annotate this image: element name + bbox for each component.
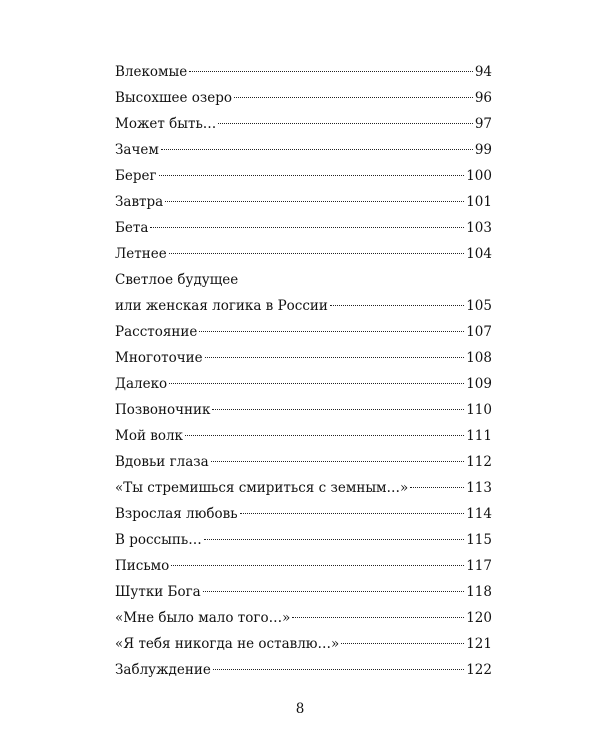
toc-entry-page: 121	[466, 636, 492, 652]
toc-entry-page: 100	[466, 168, 492, 184]
toc-entry	[115, 345, 492, 371]
toc-entry-page: 120	[466, 610, 492, 626]
dot-leader	[150, 227, 464, 228]
toc-entry-title: «Я тебя никогда не оставлю…»	[115, 636, 340, 652]
toc-entry-title: Мой волк	[115, 428, 183, 444]
toc-entry	[115, 215, 492, 241]
toc-entry	[115, 605, 492, 631]
toc-entry	[115, 553, 492, 579]
toc-entry	[115, 85, 492, 111]
dot-leader	[213, 669, 464, 670]
dot-leader	[240, 513, 465, 514]
toc-entry-title: Взрослая любовь	[115, 506, 238, 522]
toc-entry	[115, 449, 492, 475]
toc-entry-page: 107	[466, 324, 492, 340]
toc-entry-title: Письмо	[115, 558, 170, 574]
toc-entry	[115, 319, 492, 345]
toc-entry	[115, 475, 492, 501]
dot-leader	[205, 357, 465, 358]
toc-entry-title: «Ты стремишься смириться с земным…»	[115, 480, 409, 496]
toc-entry	[115, 501, 492, 527]
page-number: 8	[295, 701, 305, 717]
toc-entry	[115, 397, 492, 423]
toc-entry-title: Берег	[115, 168, 157, 184]
toc-entry-title: Бета	[115, 220, 149, 236]
dot-leader	[330, 305, 464, 306]
toc-entry-page: 105	[466, 298, 492, 314]
toc-entry-title-first-line	[115, 267, 492, 293]
toc-entry-page: 108	[466, 350, 492, 366]
dot-leader	[234, 97, 473, 98]
dot-leader	[159, 175, 465, 176]
toc-entry-page: 115	[466, 532, 492, 548]
dot-leader	[185, 435, 464, 436]
dot-leader	[204, 539, 465, 540]
toc-entry-page: 99	[474, 142, 492, 158]
dot-leader	[171, 565, 464, 566]
toc-entry-title: Позвоночник	[115, 402, 211, 418]
dot-leader	[211, 461, 465, 462]
toc-entry-page: 96	[474, 90, 492, 106]
toc-entry	[115, 657, 492, 683]
toc-entry-title: «Мне было мало того…»	[115, 610, 291, 626]
toc-entry-title: Вдовьи глаза	[115, 454, 209, 470]
dot-leader	[218, 123, 473, 124]
dot-leader	[341, 643, 464, 644]
toc-entry-page: 103	[466, 220, 492, 236]
toc-entry-page: 104	[466, 246, 492, 262]
dot-leader	[189, 71, 473, 72]
toc-entry-page: 118	[466, 584, 492, 600]
toc-entry-title: Зачем	[115, 142, 159, 158]
toc-entry-title: Шутки Бога	[115, 584, 201, 600]
toc-entry-page: 112	[466, 454, 492, 470]
dot-leader	[169, 253, 465, 254]
toc-entry-title: Далеко	[115, 376, 168, 392]
toc-entry	[115, 163, 492, 189]
toc-entry-page: 101	[466, 194, 492, 210]
toc-entry-page: 114	[466, 506, 492, 522]
toc-entry	[115, 189, 492, 215]
toc-entry	[115, 423, 492, 449]
toc-entry-page: 117	[466, 558, 492, 574]
dot-leader	[199, 331, 464, 332]
toc-entry-title: В россыпь…	[115, 532, 202, 548]
toc-entry-title: Может быть…	[115, 116, 217, 132]
toc-entry-page: 111	[466, 428, 492, 444]
toc-entry-title: Заблуждение	[115, 662, 211, 678]
toc-entry	[115, 111, 492, 137]
dot-leader	[161, 149, 473, 150]
toc-entry	[115, 371, 492, 397]
toc-entry-page: 122	[466, 662, 492, 678]
toc-entry-title: Высохшее озеро	[115, 90, 233, 106]
toc-entry-page: 113	[466, 480, 492, 496]
toc-entry-title: Светлое будущее	[115, 272, 239, 288]
dot-leader	[203, 591, 465, 592]
toc-entry	[115, 59, 492, 85]
toc-entry-title: Расстояние	[115, 324, 198, 340]
toc-entry-title: Летнее	[115, 246, 167, 262]
toc-entry-title: Влекомые	[115, 64, 188, 80]
toc-entry	[115, 241, 492, 267]
toc-entry-page: 110	[466, 402, 492, 418]
table-of-contents	[115, 59, 492, 683]
dot-leader	[165, 201, 464, 202]
toc-entry-title: или женская логика в России	[115, 298, 328, 314]
toc-entry-page: 94	[474, 64, 492, 80]
dot-leader	[212, 409, 464, 410]
toc-entry	[115, 293, 492, 319]
toc-entry-page: 97	[474, 116, 492, 132]
toc-entry	[115, 579, 492, 605]
toc-entry-title: Завтра	[115, 194, 164, 210]
toc-entry	[115, 527, 492, 553]
toc-entry	[115, 137, 492, 163]
dot-leader	[169, 383, 464, 384]
dot-leader	[410, 487, 464, 488]
toc-entry-page: 109	[466, 376, 492, 392]
toc-entry	[115, 631, 492, 657]
dot-leader	[292, 617, 464, 618]
toc-entry-title: Многоточие	[115, 350, 203, 366]
